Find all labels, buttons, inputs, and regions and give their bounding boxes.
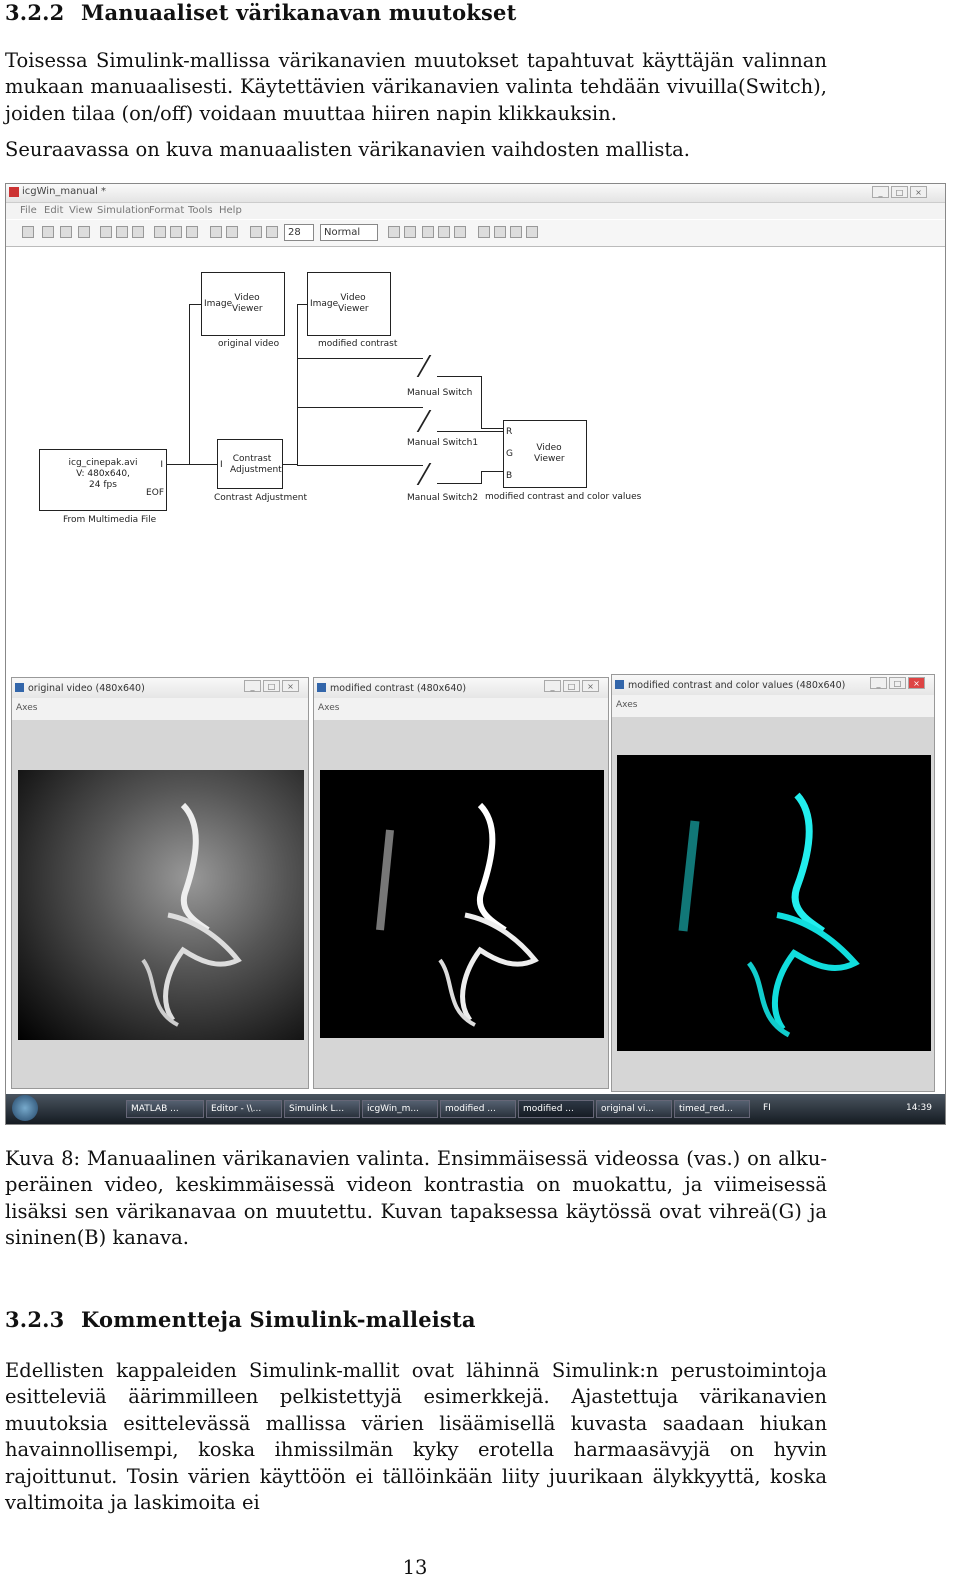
manual-switch1-icon[interactable] — [417, 410, 444, 432]
manual-switch2-label: Manual Switch2 — [407, 493, 479, 503]
minimize-icon[interactable]: _ — [872, 186, 889, 198]
modified-color-window — [611, 674, 935, 1092]
window-title: original video (480x640) — [28, 683, 145, 694]
manual-switch1-label: Manual Switch1 — [407, 438, 479, 448]
multimedia-file-block[interactable] — [39, 449, 167, 511]
task-modified-2[interactable]: modified ... — [518, 1100, 594, 1118]
viewer3-port-g: G — [506, 449, 513, 459]
settings-icon[interactable] — [526, 226, 538, 238]
menu-simulation[interactable]: Simulation — [97, 205, 151, 216]
stop-icon[interactable] — [266, 226, 278, 238]
wire — [167, 464, 217, 465]
simulink-titlebar — [6, 184, 945, 203]
undo-icon[interactable] — [210, 226, 222, 238]
window-title: modified contrast and color values (480x640) — [628, 680, 846, 691]
task-modified-1[interactable]: modified ... — [440, 1100, 516, 1118]
close-icon[interactable]: × — [582, 680, 599, 692]
viewer3-port-r: R — [506, 427, 513, 437]
toolbar — [6, 220, 945, 247]
update-icon[interactable] — [404, 226, 416, 238]
original-video-window — [11, 677, 309, 1089]
modified-color-frame — [617, 755, 931, 1051]
wire — [189, 304, 201, 305]
close-icon[interactable]: × — [908, 677, 925, 689]
wire — [297, 304, 298, 465]
new-icon[interactable] — [22, 226, 34, 238]
menu-help[interactable]: Help — [219, 205, 242, 216]
contrast-adjustment-block[interactable] — [217, 439, 283, 489]
minimize-icon[interactable]: _ — [544, 680, 561, 692]
copy-icon[interactable] — [116, 226, 128, 238]
maximize-icon[interactable]: □ — [563, 680, 580, 692]
wire — [189, 304, 190, 465]
back-icon[interactable] — [154, 226, 166, 238]
wire — [297, 407, 423, 408]
source-port-i: I — [160, 460, 163, 470]
wire — [437, 431, 503, 432]
menu-file[interactable]: File — [20, 205, 37, 216]
axes-menu[interactable]: Axes — [318, 703, 340, 713]
modified-contrast-window — [313, 677, 609, 1089]
source-port-eof: EOF — [146, 488, 164, 498]
wire — [481, 471, 482, 484]
task-simulink[interactable]: Simulink L... — [284, 1100, 360, 1118]
save-icon[interactable] — [60, 226, 72, 238]
debug-icon[interactable] — [454, 226, 466, 238]
source-file: icg_cinepak.avi — [68, 458, 138, 468]
open-icon[interactable] — [42, 226, 54, 238]
page-number: 13 — [402, 1556, 428, 1579]
modified-contrast-frame — [320, 770, 604, 1038]
task-matlab[interactable]: MATLAB ... — [126, 1100, 204, 1118]
task-editor[interactable]: Editor - \\... — [206, 1100, 282, 1118]
intro-paragraph — [5, 48, 827, 164]
menu-tools[interactable]: Tools — [188, 205, 213, 216]
browser-icon[interactable] — [478, 226, 490, 238]
config-icon[interactable] — [510, 226, 522, 238]
video-viewer-block-1[interactable] — [201, 272, 285, 336]
section-heading-comments — [5, 1307, 476, 1332]
wire — [481, 428, 503, 429]
task-icgwin[interactable]: icgWin_m... — [362, 1100, 438, 1118]
intro-text-2: Seuraavassa on kuva manuaalisten värikanavien vaihdosten mallista. — [5, 138, 690, 162]
build-icon[interactable] — [388, 226, 400, 238]
menubar — [6, 203, 945, 219]
menu-edit[interactable]: Edit — [44, 205, 64, 216]
wire — [297, 304, 307, 305]
intro-text: Toisessa Simulink-mallissa värikanavien muutokset tapahtuvat käyttäjän valinnan mukaan manuaalisesti. Käytettävien värikanavien valinta tehdään vivuilla(Switch), joiden tilaa (on/off) voidaan muuttaa hiiren napin klikkauksin. — [5, 49, 827, 125]
window-title: modified contrast (480x640) — [330, 683, 467, 694]
wire — [283, 464, 297, 465]
minimize-icon[interactable]: _ — [870, 677, 887, 689]
maximize-icon[interactable]: □ — [889, 677, 906, 689]
matlab-icon — [317, 683, 326, 692]
hide-icon[interactable] — [494, 226, 506, 238]
source-label: From Multimedia File — [63, 515, 157, 525]
wire — [437, 376, 481, 377]
viewer-port: Image — [310, 299, 339, 309]
redo-icon[interactable] — [226, 226, 238, 238]
video-viewer-block-2[interactable] — [307, 272, 391, 336]
maximize-icon[interactable]: □ — [891, 186, 908, 198]
contrast-port: I — [220, 460, 223, 470]
original-video-frame — [18, 770, 304, 1040]
viewer3-name: Video Viewer — [534, 443, 565, 464]
figure-screenshot — [5, 183, 946, 1125]
stop-time-input[interactable]: 28 — [284, 224, 314, 241]
viewer-name: Video Viewer — [232, 293, 263, 314]
section-heading-manual — [5, 0, 517, 25]
figure-caption: Kuva 8: Manuaalinen värikanavien valinta. Ensimmäisessä videossa (vas.) on alkuperäinen video, keskimmäisessä videon kontrastia on muokattu, ja viimeisessä lisäksi sen värikanavaa on muutettu. Kuvan tapaksessa käytössä ovat vihreä(G) ja sininen(B) kanava. — [5, 1147, 827, 1250]
wire — [437, 483, 481, 484]
source-fps: 24 fps — [89, 480, 117, 490]
wire — [481, 471, 503, 472]
up-icon[interactable] — [186, 226, 198, 238]
library-icon[interactable] — [422, 226, 434, 238]
axes-menu[interactable]: Axes — [16, 703, 38, 713]
cut-icon[interactable] — [100, 226, 112, 238]
viewer-port: Image — [204, 299, 233, 309]
close-icon[interactable]: × — [910, 186, 927, 198]
close-icon[interactable]: × — [282, 680, 299, 692]
language-indicator[interactable]: FI — [763, 1103, 771, 1113]
body-paragraph: Edellisten kappaleiden Simulink-mallit ovat lähinnä Simulink:n perustoimintoja esitteleviä äärimmilleen pelkistettyjä esimerkkejä. Ajastettuja värikanavien muutoksia esittelevässä mallissa värien lisäämisellä kuvasta saadaan hiukan havainnollisempi, koska ihmissilmän kyky erotella harmaasävyjä on hyvin rajoittunut. Tosin värien käyttöön ei tällöinkään liity juurikaan älykkyyttä, koska valtimoita ja laskimoita ei — [5, 1359, 827, 1515]
sim-mode-select[interactable]: Normal — [320, 224, 378, 241]
menu-format[interactable]: Format — [149, 205, 185, 216]
menu-view[interactable]: View — [69, 205, 93, 216]
matlab-icon — [615, 680, 624, 689]
wire — [481, 376, 482, 428]
simulink-app-icon — [9, 187, 19, 197]
windows-taskbar — [6, 1094, 945, 1124]
task-timed-red[interactable]: timed_red... — [674, 1100, 750, 1118]
forward-icon[interactable] — [170, 226, 182, 238]
video-viewer-block-3[interactable] — [503, 420, 587, 488]
contrast-name: Contrast Adjustment — [230, 454, 282, 475]
minimize-icon[interactable]: _ — [244, 680, 261, 692]
manual-switch-label: Manual Switch — [407, 388, 473, 398]
clock[interactable]: 14:39 — [906, 1103, 932, 1113]
paste-icon[interactable] — [132, 226, 144, 238]
print-icon[interactable] — [78, 226, 90, 238]
task-original[interactable]: original vi... — [596, 1100, 672, 1118]
model-explorer-icon[interactable] — [438, 226, 450, 238]
section-title: Manuaaliset värikanavan muutokset — [81, 0, 517, 25]
axes-menu[interactable]: Axes — [616, 700, 638, 710]
wire — [297, 465, 423, 466]
manual-switch2-icon[interactable] — [417, 463, 444, 485]
viewer2-label: modified contrast — [318, 339, 398, 349]
start-button-icon[interactable] — [12, 1095, 38, 1121]
viewer-name: Video Viewer — [338, 293, 369, 314]
wire — [297, 358, 423, 359]
maximize-icon[interactable]: □ — [263, 680, 280, 692]
window-title: icgWin_manual * — [22, 186, 107, 197]
matlab-icon — [15, 683, 24, 692]
section-number: 3.2.3 — [5, 1307, 65, 1332]
section-number: 3.2.2 — [5, 0, 65, 25]
play-icon[interactable] — [250, 226, 262, 238]
viewer3-port-b: B — [506, 471, 513, 481]
source-size: V: 480x640, — [76, 469, 130, 479]
viewer1-label: original video — [218, 339, 280, 349]
contrast-label: Contrast Adjustment — [214, 493, 307, 503]
viewer3-label: modified contrast and color values — [485, 492, 642, 502]
section-title: Kommentteja Simulink-malleista — [81, 1307, 476, 1332]
